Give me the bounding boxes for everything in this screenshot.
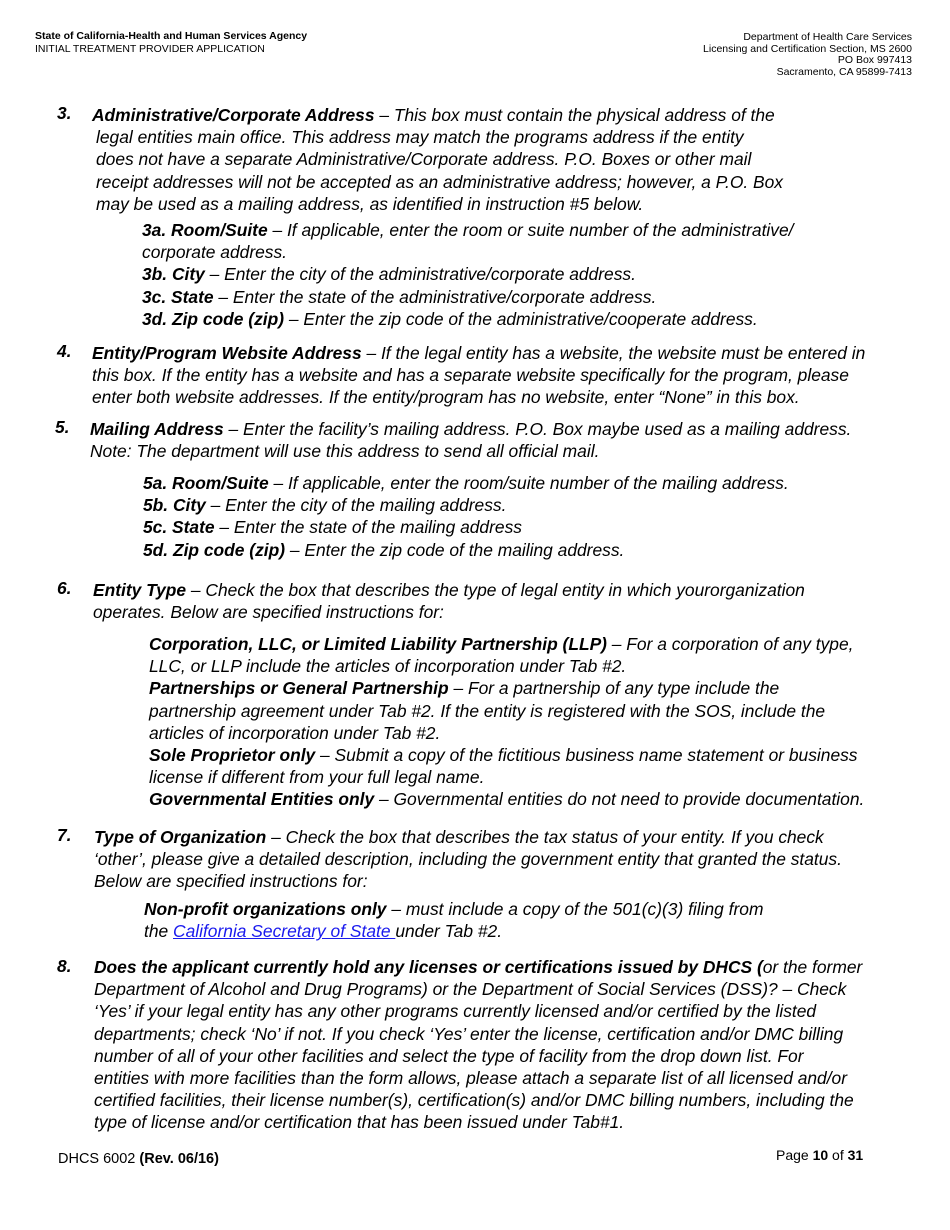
item-5-text: – Enter the facility’s mailing address. P.O. Box maybe used as a mailing address. xyxy=(223,419,852,439)
subitem-5d-text: – Enter the zip code of the mailing address. xyxy=(285,539,625,560)
section-name: Licensing and Certification Section, MS 2600 xyxy=(703,42,912,55)
item-8-text: Department of Alcohol and Drug Programs) or the Department of Social Services (DSS)? – Check xyxy=(94,979,847,1000)
item-5-text: Note: The department will use this address to send all official mail. xyxy=(90,441,600,462)
item-8-text: ‘Yes’ if your legal entity has any other programs currently licensed and/or certified by the listed xyxy=(94,1001,817,1022)
agency-name: State of California-Health and Human Services Agency xyxy=(35,30,308,42)
item-number-7: 7. xyxy=(57,825,72,845)
page-total: 31 xyxy=(847,1147,864,1163)
item-5 xyxy=(90,418,851,462)
subitem-3a-text: corporate address. xyxy=(142,242,288,263)
item-8-text: or the former xyxy=(762,957,863,977)
subitem-5b-title: 5b. City xyxy=(143,495,206,516)
page-of-label: of xyxy=(828,1147,848,1163)
subitem-5d-title: 5d. Zip code (zip) xyxy=(143,539,286,560)
secretary-of-state-link[interactable]: California Secretary of State xyxy=(173,921,396,942)
entity-partnership-text: – For a partnership of any type include the xyxy=(448,678,780,699)
entity-governmental-text: – Governmental entities do not need to provide documentation. xyxy=(374,789,865,810)
item-3-text: legal entities main office. This address may match the programs address if the entity xyxy=(96,127,744,148)
subitem-3d-text: – Enter the zip code of the administrative/cooperate address. xyxy=(284,308,758,329)
item-number-3: 3. xyxy=(57,103,72,123)
entity-partnership-text: partnership agreement under Tab #2. If the entity is registered with the SOS, include the xyxy=(149,700,826,721)
item-number-4: 4. xyxy=(57,341,72,361)
header-right xyxy=(703,32,912,78)
item-7-text: Below are specified instructions for: xyxy=(94,871,368,892)
subitem-5c-title: 5c. State xyxy=(143,517,215,538)
item-7-title: Type of Organization xyxy=(94,827,267,847)
entity-corporation-title: Corporation, LLC, or Limited Liability Partnership (LLP) xyxy=(149,634,607,654)
form-number-text: DHCS 6002 xyxy=(58,1151,140,1167)
item-5-title: Mailing Address xyxy=(90,419,224,439)
item-8-text: number of all of your other facilities and select the type of facility from the drop down list. For xyxy=(94,1045,804,1066)
entity-sole-proprietor-title: Sole Proprietor only xyxy=(149,745,316,766)
item-3 xyxy=(92,104,783,215)
item-6-subitems xyxy=(149,633,864,811)
subitem-5a-text: – If applicable, enter the room/suite number of the mailing address. xyxy=(268,473,789,493)
nonprofit-text: the xyxy=(144,921,174,942)
item-number-5: 5. xyxy=(55,417,70,437)
subitem-3c-title: 3c. State xyxy=(142,286,214,307)
item-7-text: ‘other’, please give a detailed description, including the government entity that granted the status. xyxy=(94,849,842,870)
entity-partnership-title: Partnerships or General Partnership xyxy=(149,678,449,699)
subitem-3b-title: 3b. City xyxy=(142,264,205,285)
item-8-text: departments; check ‘No’ if not. If you check ‘Yes’ enter the license, certification and/or DMC billing xyxy=(94,1023,844,1044)
item-number-6: 6. xyxy=(57,578,72,598)
page-number: 10 xyxy=(812,1147,829,1163)
form-title: INITIAL TREATMENT PROVIDER APPLICATION xyxy=(35,43,265,55)
subitem-3d-title: 3d. Zip code (zip) xyxy=(142,308,285,329)
page-label: Page xyxy=(776,1147,813,1163)
item-3-text: receipt addresses will not be accepted as an administrative address; however, a P.O. Box xyxy=(96,171,783,192)
subitem-5c-text: – Enter the state of the mailing address xyxy=(214,517,522,538)
item-4 xyxy=(92,342,865,409)
item-3-subitems xyxy=(142,219,793,330)
item-6-title: Entity Type xyxy=(93,580,187,600)
item-4-text: this box. If the entity has a website and has a separate website specifically for the program, please xyxy=(92,365,849,386)
item-3-text: may be used as a mailing address, as identified in instruction #5 below. xyxy=(96,193,644,214)
page-indicator xyxy=(776,1147,863,1163)
department-name: Department of Health Care Services xyxy=(743,31,912,43)
item-8-title: Does the applicant currently hold any licenses or certifications issued by DHCS ( xyxy=(94,957,763,977)
subitem-3b-text: – Enter the city of the administrative/corporate address. xyxy=(204,264,636,285)
subitem-3a-text: – If applicable, enter the room or suite number of the administrative/ xyxy=(267,220,794,240)
revision-date: (Rev. 06/16) xyxy=(139,1151,219,1167)
nonprofit-title: Non-profit organizations only xyxy=(144,899,387,919)
item-5-subitems xyxy=(143,472,789,561)
form-number xyxy=(58,1151,219,1167)
entity-sole-proprietor-text: – Submit a copy of the fictitious business name statement or business xyxy=(315,745,858,766)
item-8-text: entities with more facilities than the form allows, please attach a separate list of all licensed and/or xyxy=(94,1068,848,1089)
item-7-text: – Check the box that describes the tax status of your entity. If you check xyxy=(266,827,824,847)
nonprofit-text: – must include a copy of the 501(c)(3) filing from xyxy=(386,899,764,919)
item-8-text: type of license and/or certification that has been issued under Tab#1. xyxy=(94,1112,625,1133)
entity-sole-proprietor-text: license if different from your full legal name. xyxy=(149,767,485,788)
po-box: PO Box 997413 xyxy=(837,54,912,66)
item-4-text: enter both website addresses. If the entity/program has no website, enter “None” in this box. xyxy=(92,387,800,408)
city-state-zip: Sacramento, CA 95899-7413 xyxy=(776,65,912,78)
nonprofit-text: under Tab #2. xyxy=(395,921,503,942)
subitem-5a-title: 5a. Room/Suite xyxy=(143,473,269,493)
entity-corporation-text: LLC, or LLP include the articles of incorporation under Tab #2. xyxy=(149,656,627,677)
entity-governmental-title: Governmental Entities only xyxy=(149,789,375,810)
item-3-text: does not have a separate Administrative/Corporate address. P.O. Boxes or other mail xyxy=(96,149,752,170)
item-6 xyxy=(93,579,805,623)
entity-partnership-text: articles of incorporation under Tab #2. xyxy=(149,722,441,743)
item-number-8: 8. xyxy=(57,956,72,976)
item-3-title: Administrative/Corporate Address xyxy=(92,105,375,125)
item-6-text: – Check the box that describes the type of legal entity in which yourorganization xyxy=(186,580,805,600)
subitem-5b-text: – Enter the city of the mailing address. xyxy=(205,495,507,516)
entity-corporation-text: – For a corporation of any type, xyxy=(606,634,854,654)
subitem-3c-text: – Enter the state of the administrative/corporate address. xyxy=(213,286,657,307)
item-4-text: – If the legal entity has a website, the website must be entered in xyxy=(361,343,866,363)
header-left xyxy=(35,30,307,56)
item-8-text: certified facilities, their license number(s), certification(s) and/or DMC billing numbers, including the xyxy=(94,1090,854,1111)
item-4-title: Entity/Program Website Address xyxy=(92,343,362,363)
subitem-3a-title: 3a. Room/Suite xyxy=(142,220,268,240)
item-8 xyxy=(94,956,862,1134)
item-7-subitems xyxy=(144,898,763,942)
item-3-text: – This box must contain the physical address of the xyxy=(374,105,775,125)
item-6-text: operates. Below are specified instructions for: xyxy=(93,602,444,623)
item-7 xyxy=(94,826,842,893)
